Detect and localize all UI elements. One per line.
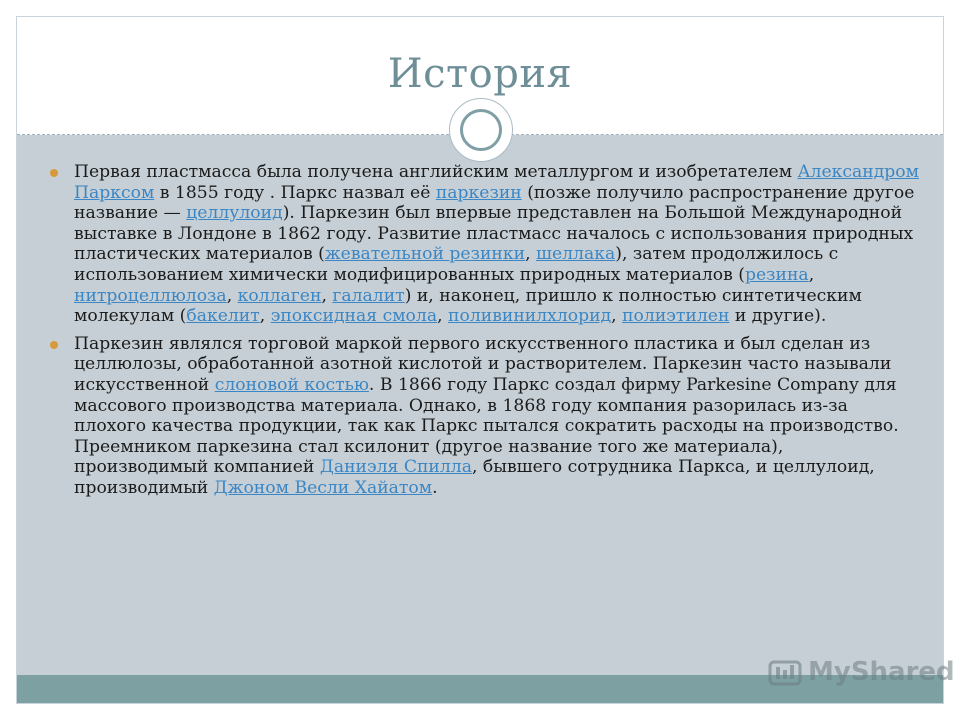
- myshared-logo-icon: [768, 659, 804, 689]
- body-text: [56, 162, 922, 506]
- text-span: .: [432, 477, 438, 498]
- text-span: . В 1866 году Паркс создал фирму Parkesine Company для массового производства материала. Однако, в 1868 году компания разорилась из-за плохого качества продукции, так как Паркс пытался сократить расходы на производство. Преемником паркезина стал ксилонит (другое название того же материала), производимый компанией: [74, 374, 899, 478]
- link-bakelite[interactable]: бакелит: [186, 306, 260, 327]
- bullet-icon: [50, 169, 58, 177]
- text-span: ). Паркезин был впервые представлен на Большой Международной выставке в Лондоне в 1862 году. Развитие пластмасс началось с использования природных пластических материалов (: [74, 203, 914, 265]
- text-span: Первая пластмасса была получена английским металлургом и изобретателем: [74, 162, 798, 182]
- link-nitrocellulose[interactable]: нитроцеллюлоза: [74, 285, 227, 306]
- paragraph-2: [56, 334, 922, 499]
- text-span: ,: [525, 244, 537, 265]
- text-span: ,: [226, 285, 238, 306]
- divider-ring-inner: [460, 109, 502, 151]
- text-span: и другие).: [729, 306, 827, 327]
- link-rubber[interactable]: резина: [744, 264, 809, 285]
- text-span: ,: [808, 264, 815, 285]
- text-span: , бывшего сотрудника Паркса, и целлулоид, производимый: [74, 457, 875, 498]
- link-parkezin[interactable]: паркезин: [435, 182, 522, 203]
- text-span: ,: [259, 306, 271, 327]
- link-aleksandr-parks[interactable]: Александром Парксом: [74, 162, 920, 203]
- paragraph-1: [56, 162, 922, 327]
- text-span: ) и, наконец, пришло к полностью синтетическим молекулам (: [74, 285, 862, 327]
- link-celluloid[interactable]: целлулоид: [186, 203, 283, 224]
- divider-ring-icon: [449, 98, 513, 162]
- watermark: [768, 655, 955, 695]
- link-daniel-spill[interactable]: Даниэля Спилла: [319, 457, 472, 478]
- text-span: в 1855 году . Паркс назвал её: [154, 182, 436, 203]
- link-pvc[interactable]: поливинилхлорид: [448, 306, 612, 327]
- link-epoxy-resin[interactable]: эпоксидная смола: [270, 306, 438, 327]
- text-span: ), затем продолжилось с использованием химически модифицированных природных материалов (: [74, 244, 839, 285]
- link-collagen[interactable]: коллаген: [237, 285, 322, 306]
- text-span: Паркезин являлся торговой маркой первого искусственного пластика и был сделан из целлюлозы, обработанной азотной кислотой и растворителем. Паркезин часто называли искусственной: [74, 333, 892, 395]
- link-shellac[interactable]: шеллака: [536, 244, 616, 265]
- bullet-icon: [50, 341, 58, 349]
- link-polyethylene[interactable]: полиэтилен: [622, 306, 730, 327]
- link-chewing-gum[interactable]: жевательной резинки: [324, 244, 526, 265]
- slide-title: История: [387, 51, 573, 97]
- text-span: ,: [321, 285, 333, 306]
- text-span: ,: [437, 306, 449, 327]
- link-ivory[interactable]: слоновой костью: [214, 374, 369, 395]
- text-span: (позже получило распространение другое название —: [74, 182, 915, 224]
- watermark-text: MyShared: [808, 657, 955, 687]
- link-john-wesley-hyatt[interactable]: Джоном Весли Хайатом: [213, 477, 433, 498]
- text-span: ,: [611, 306, 623, 327]
- link-galalith[interactable]: галалит: [332, 285, 405, 306]
